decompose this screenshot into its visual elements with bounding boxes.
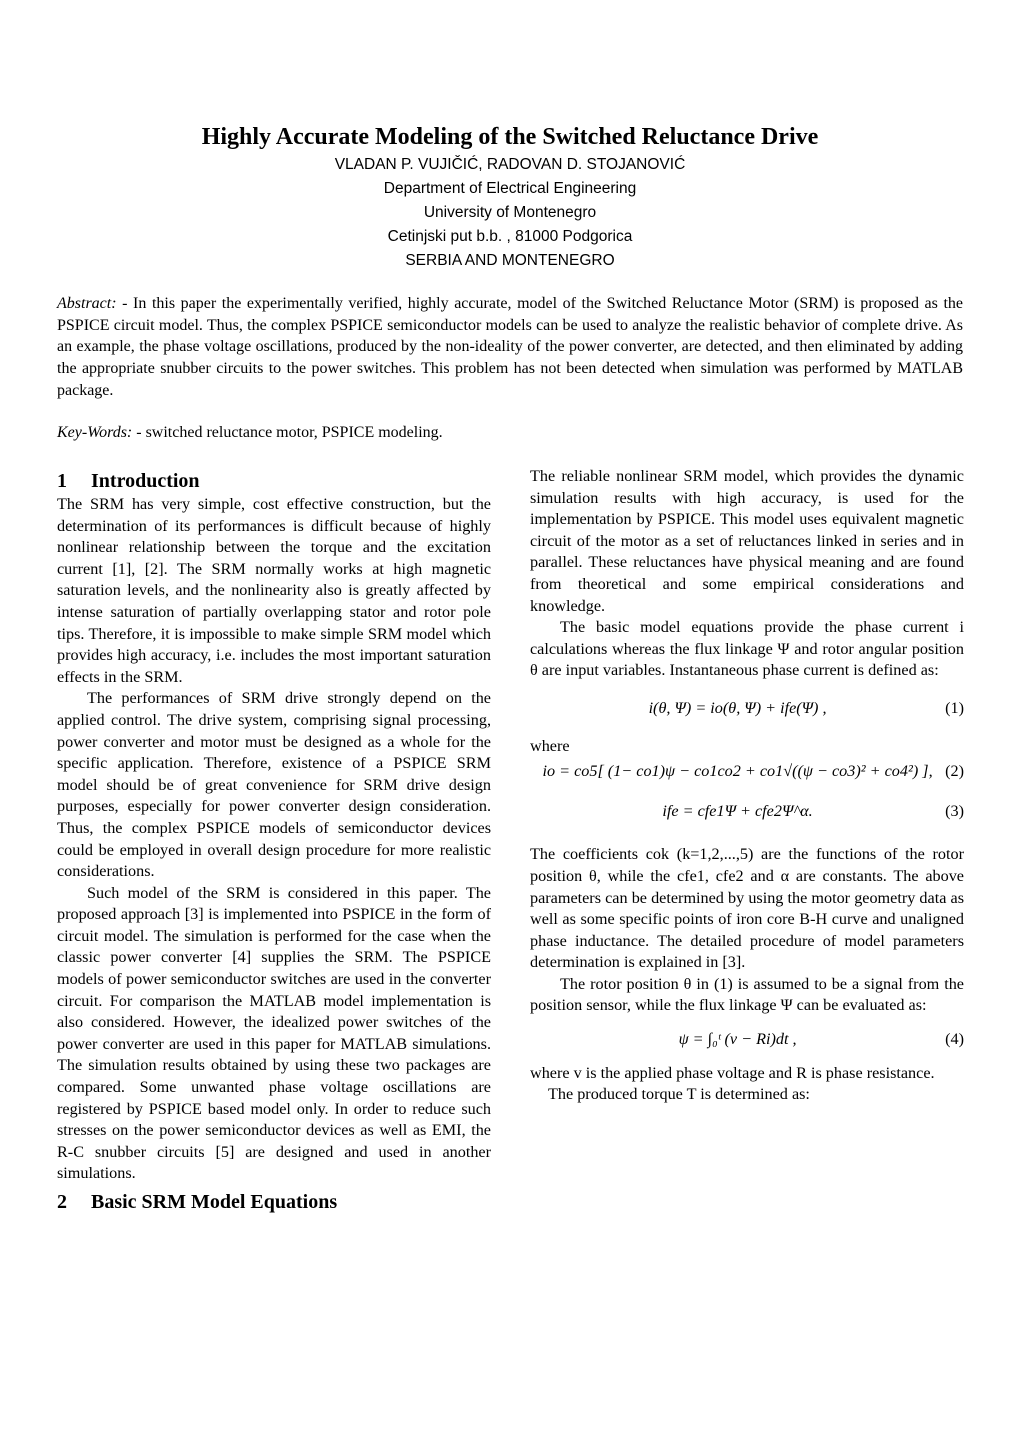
equation-number: (2)	[945, 762, 964, 781]
section-title: Basic SRM Model Equations	[91, 1191, 338, 1213]
affiliation-line: Department of Electrical Engineering	[383, 180, 637, 197]
authors: VLADAN P. VUJIČIĆ, RADOVAN D. STOJANOVIĆ	[334, 156, 686, 173]
author-block	[0, 153, 1020, 273]
equation-expression: ψ = ∫₀ᵗ (v − Ri)dt ,	[678, 1030, 797, 1049]
abstract-text: - In this paper the experimentally verified, highly accurate, model of the Switched Reluctance Motor (SRM) is proposed as the PSPICE circuit model. Thus, the complex PSPICE semiconductor models can be used to analyze the realistic behavior of complete drive. As an example, the phase voltage oscillations, produced by the non-ideality of the power converter, are detected, and then eliminated by adding the appropriate snubber circuits to the power switches. This problem has not been detected when simulation was performed by MATLAB package.	[57, 295, 963, 399]
paragraph: The performances of SRM drive strongly depend on the applied control. The drive system, comprising signal processing, power converter and motor must be designed as a whole for the specific application. Therefore, existence of a PSPICE SRM model should be of great convenience for SRM drive design purposes, especially for power converter design consideration. Thus, the complex PSPICE models of semiconductor devices could be employed in overall design procedure for more realistic considerations.	[57, 689, 491, 881]
equation-1	[530, 698, 964, 720]
paragraph: where	[530, 736, 570, 755]
affiliation-line: SERBIA AND MONTENEGRO	[405, 252, 615, 269]
keywords	[57, 424, 963, 442]
equation-expression: i(θ, Ψ) = io(θ, Ψ) + ife(Ψ) ,	[648, 698, 827, 717]
section-title: Introduction	[91, 470, 200, 492]
abstract-label: Abstract:	[57, 295, 117, 312]
paragraph: The rotor position θ in (1) is assumed to be a signal from the position sensor, while the flux linkage Ψ can be evaluated as:	[530, 974, 964, 1015]
equation-number: (3)	[945, 801, 964, 820]
section-heading	[57, 468, 491, 494]
section-heading	[57, 1189, 491, 1215]
equation-number: (4)	[945, 1030, 964, 1049]
affiliation-line: Cetinjski put b.b. , 81000 Podgorica	[387, 228, 633, 245]
equation-expression: ife = cfe1Ψ + cfe2Ψ^α.	[662, 801, 813, 820]
section-number: 2	[57, 1191, 67, 1213]
equation-number: (1)	[945, 698, 964, 717]
equation-expression: io = co5[ (1− co1)ψ − co1co2 + co1√((ψ − co3)² + co4²) ],	[542, 762, 933, 781]
paragraph: where v is the applied phase voltage and R is phase resistance.	[530, 1063, 935, 1082]
equation-2	[530, 761, 964, 783]
right-column	[530, 466, 964, 1106]
paragraph: The coefficients cok (k=1,2,...,5) are the functions of the rotor position θ, while the cfe1, cfe2 and α are constants. The above parameters can be determined by using the motor geometry data as well as some specific points of iron core B-H curve and unaligned phase inductance. The detailed procedure of model parameters determination is explained in [3].	[530, 845, 964, 972]
equation-4	[530, 1029, 964, 1051]
paragraph: The SRM has very simple, cost effective construction, but the determination of its performances is difficult because of highly nonlinear relationship between the torque and the excitation current [1], [2]. The SRM normally works at high magnetic saturation levels, and the nonlinearity also is greatly affected by intense saturation of partially overlapping stator and rotor pole tips. Therefore, it is impossible to make simple SRM model which provides high accuracy, i.e. includes the most important saturation effects in the SRM.	[57, 495, 491, 686]
abstract	[57, 293, 963, 402]
keywords-text: - switched reluctance motor, PSPICE modeling.	[132, 424, 443, 441]
paper-title: Highly Accurate Modeling of the Switched Reluctance Drive	[201, 124, 819, 150]
keywords-label: Key-Words:	[57, 424, 133, 441]
equation-3	[530, 801, 964, 823]
section-number: 1	[57, 470, 67, 492]
paragraph: The reliable nonlinear SRM model, which provides the dynamic simulation results with high accuracy, is used for the implementation by PSPICE. This model uses equivalent magnetic circuit of the motor as a set of reluctances linked in series and in parallel. These reluctances have physical meaning and are found from theoretical and some empirical considerations and knowledge.	[530, 467, 964, 615]
paragraph: The basic model equations provide the phase current i calculations whereas the flux linkage Ψ and rotor angular position θ are input variables. Instantaneous phase current is defined as:	[530, 618, 964, 680]
left-column	[57, 468, 491, 1215]
paragraph: Such model of the SRM is considered in this paper. The proposed approach [3] is implemented into PSPICE in the form of circuit model. The simulation is performed for the case when the classic power converter [4] supplies the SRM. The PSPICE models of power semiconductor switches are used in the converter circuit. For comparison the MATLAB model implementation is also considered. However, the idealized power switches of the power converter are used in this paper for MATLAB simulations. The simulation results obtained by using these two packages are compared. Some unwanted phase voltage oscillations are registered by PSPICE based model only. In order to reduce such stresses on the power semiconductor devices as well as EMI, the R-C snubber circuits [5] are designed and used in another simulations.	[57, 883, 491, 1183]
affiliation-line: University of Montenegro	[423, 204, 597, 221]
paragraph: The produced torque T is determined as:	[548, 1085, 810, 1104]
